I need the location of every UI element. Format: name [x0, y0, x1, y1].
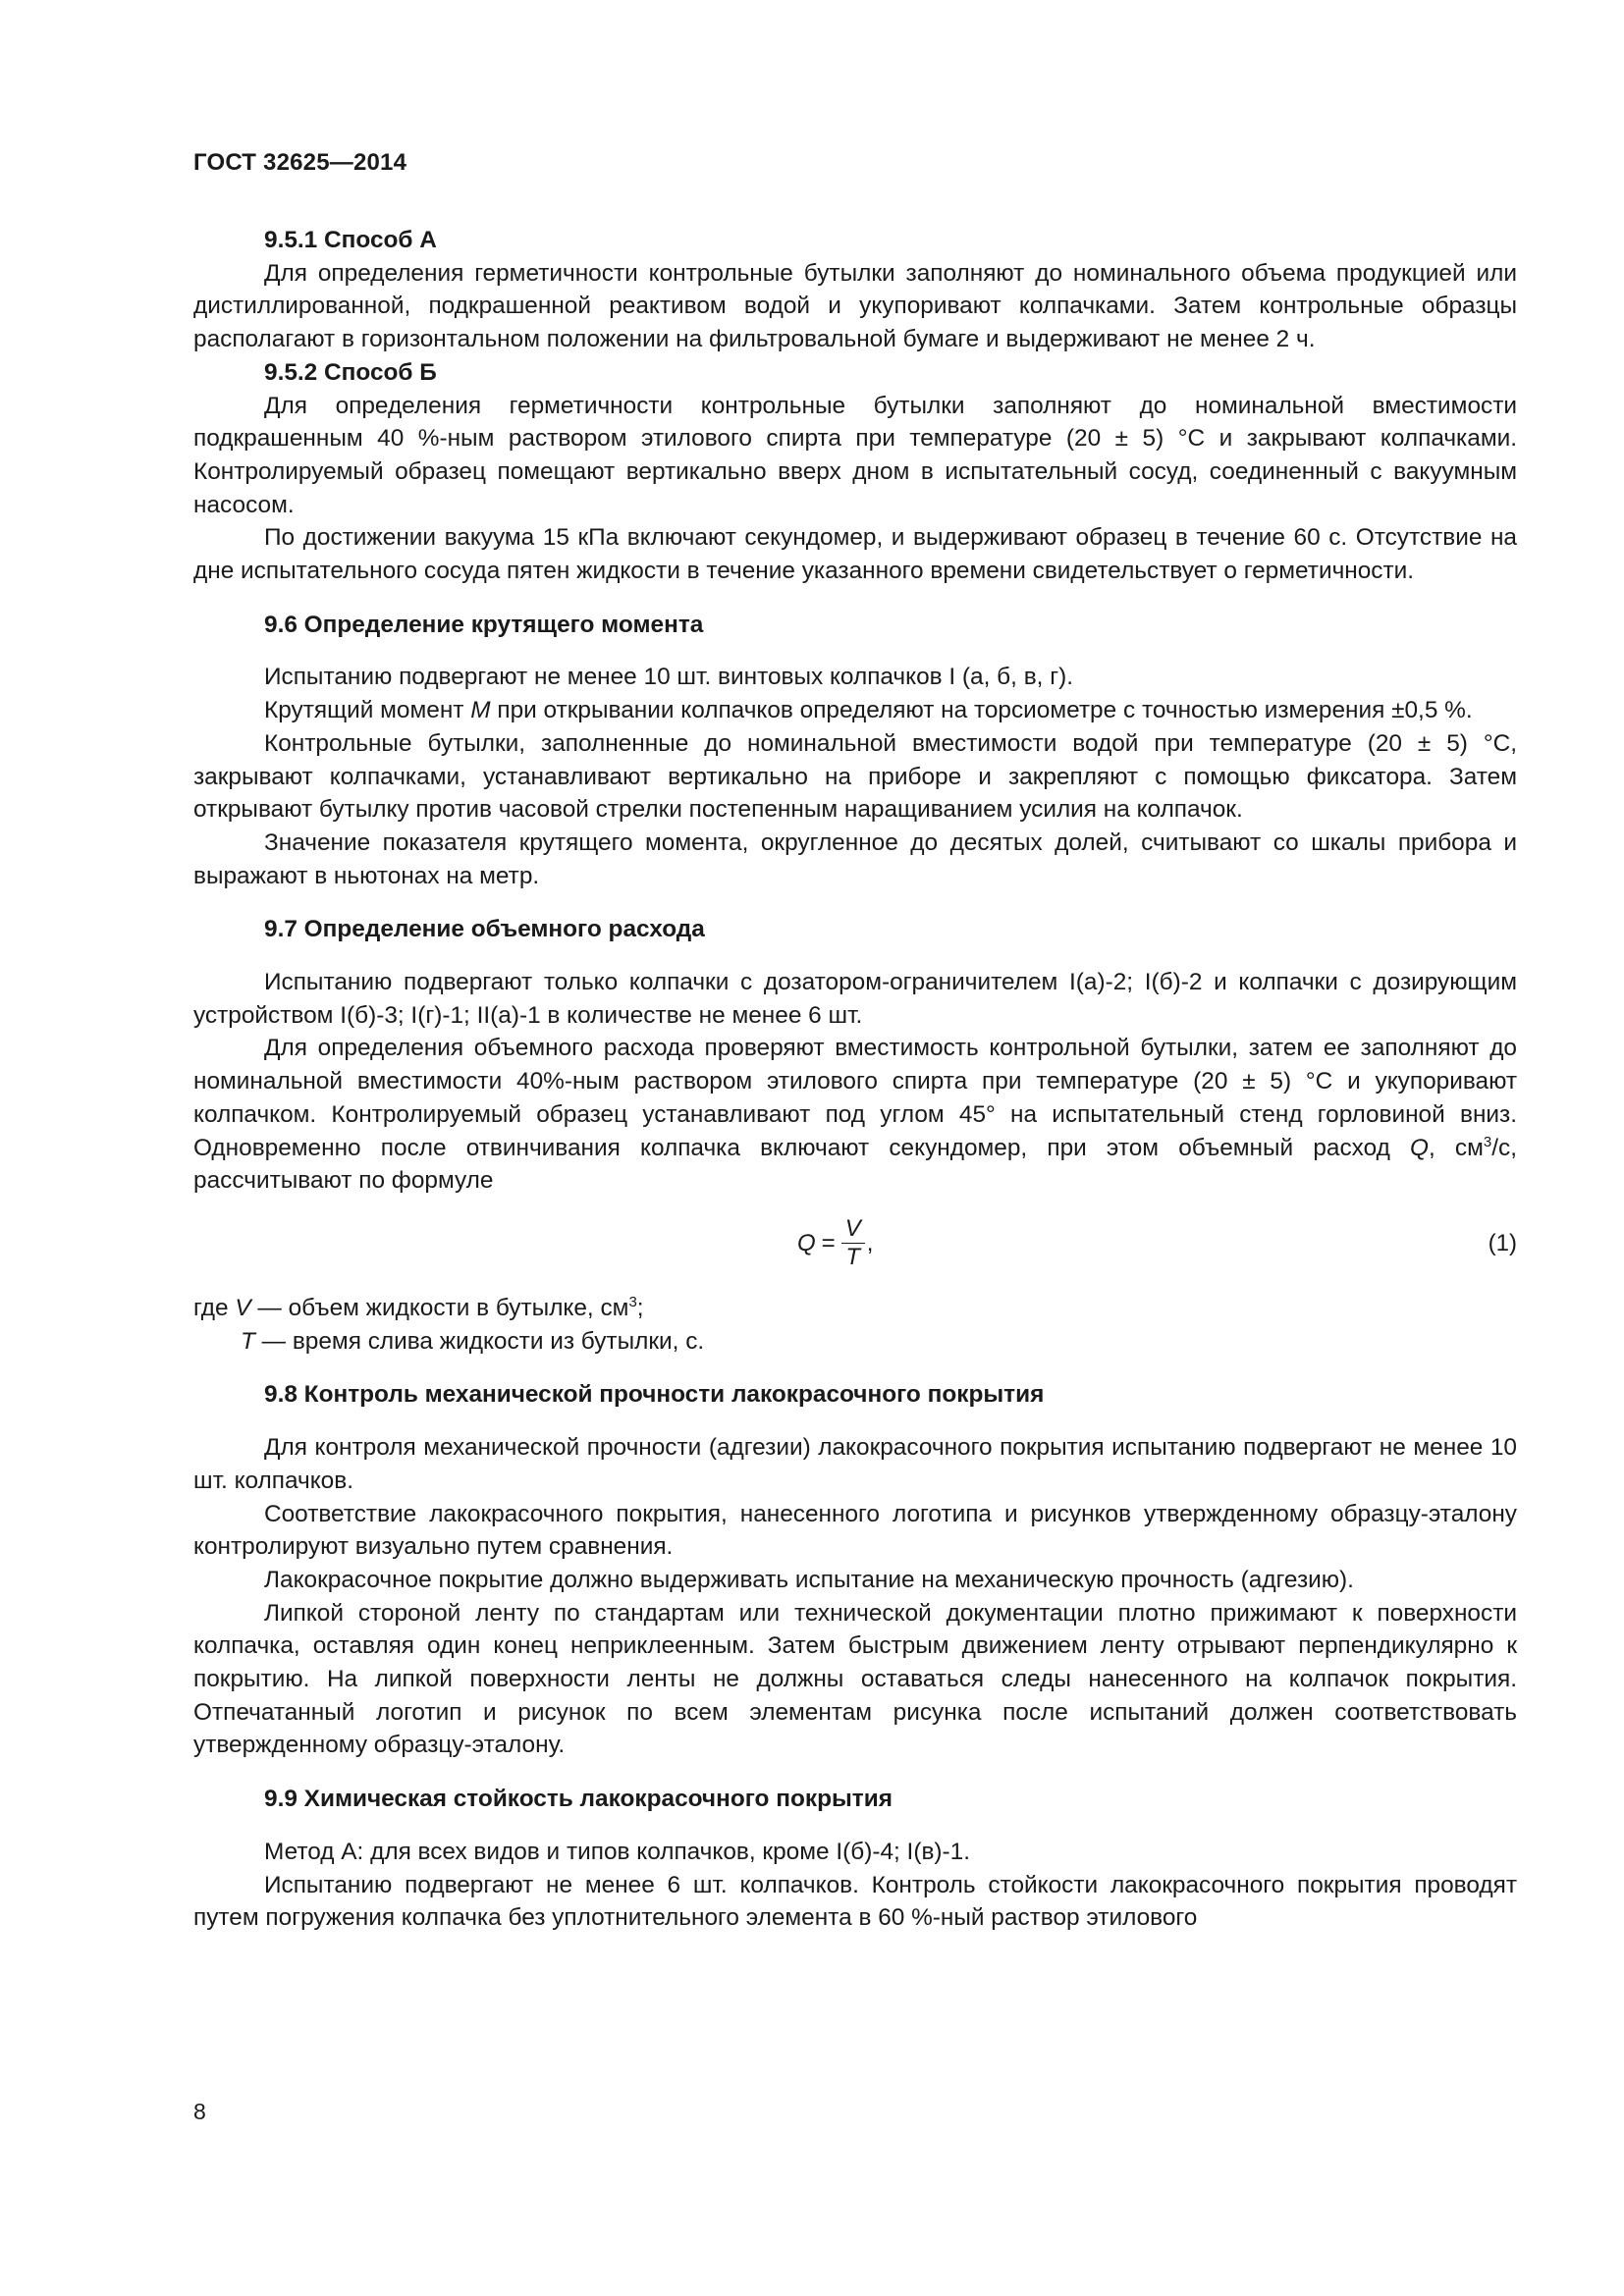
formula-where-v: где V — объем жидкости в бутылке, $см^3$; [193, 1293, 644, 1321]
section-9-5-1-title: 9.5.1 Способ А [264, 227, 437, 253]
section-9-7-title: 9.7 Определение объемного расхода [264, 916, 705, 943]
document-code-header: ГОСТ 32625—2014 [193, 149, 407, 176]
variable-q: Q [1410, 1134, 1429, 1161]
section-9-6-paragraph-3: Контрольные бутылки, заполненные до номинальной вместимости водой при температуре (20 ± 5) °С, закрывают колпачками, устанавливают вертикально на приборе и закрепляют с помощью фиксатора. Затем открывают бутылку против часовой стрелки постепенным наращиванием усилия на колпачок. [193, 729, 1517, 824]
formula-lhs: Q [797, 1229, 816, 1256]
section-9-9-paragraph-2: Испытанию подвергают не менее 6 шт. колпачков. Контроль стойкости лакокрасочного покрытия проводят путем погружения колпачка без уплотнительного элемента в 60 %-ный раствор этилового [193, 1871, 1517, 1932]
formula-comma: , [866, 1229, 874, 1256]
section-9-5-2-title: 9.5.2 Способ Б [264, 358, 437, 386]
page-number: 8 [193, 2099, 206, 2124]
formula-1 [193, 1205, 1517, 1292]
formula-equals: = [821, 1229, 836, 1256]
formula-number: (1) [1488, 1229, 1517, 1256]
section-9-8-paragraph-1: Для контроля механической прочности (адгезии) лакокрасочного покрытия испытанию подвергают не менее 10 шт. колпачков. [193, 1434, 1517, 1494]
section-9-9-paragraph-1: Метод А: для всех видов и типов колпачков, кроме I(б)-4; I(в)-1. [264, 1838, 970, 1865]
section-9-6-paragraph-4: Значение показателя крутящего момента, округленное до десятых долей, считывают со шкалы прибора и выражают в ньютонах на метр. [193, 828, 1517, 889]
section-9-6-title: 9.6 Определение крутящего момента [264, 611, 704, 638]
section-9-5-2-paragraph-2: По достижении вакуума 15 кПа включают секундомер, и выдерживают образец в течение 60 с. Отсутствие на дне испытательного сосуда пятен жидкости в течение указанного времени свидетельствует о герметичности. [193, 524, 1517, 585]
section-9-7-paragraph-1: Испытанию подвергают только колпачки с дозатором-ограничителем I(а)-2; I(б)-2 и колпачки с дозирующим устройством I(б)-3; I(г)-1; II(а)-1 в количестве не менее 6 шт. [193, 969, 1517, 1029]
formula-fraction [841, 1215, 865, 1271]
section-9-7-paragraph-2: Для определения объемного расхода проверяют вместимость контрольной бутылки, затем ее заполняют до номинальной вместимости 40%-ным раствором этилового спирта при температуре (20 ± 5) °С и укупоривают колпачком. Контролируемый образец устанавливают под углом 45° на испытательный стенд горловиной вниз. Одновременно после отвинчивания колпачка включают секундомер, при этом объемный расход Q, $см^3/с$, рассчитывают по формуле [193, 1035, 1517, 1195]
section-9-8-paragraph-2: Соответствие лакокрасочного покрытия, нанесенного логотипа и рисунков утвержденному образцу-эталону контролируют визуально путем сравнения. [193, 1500, 1517, 1561]
section-9-9-title: 9.9 Химическая стойкость лакокрасочного покрытия [264, 1786, 893, 1813]
formula-denominator: T [845, 1243, 861, 1270]
section-9-8-paragraph-3: Лакокрасочное покрытие должно выдерживать испытание на механическую прочность (адгезию). [264, 1566, 1354, 1593]
section-9-8-title: 9.8 Контроль механической прочности лакокрасочного покрытия [264, 1381, 1045, 1409]
formula-numerator: V [841, 1215, 865, 1244]
section-9-5-2-paragraph-1: Для определения герметичности контрольные бутылки заполняют до номинальной вместимости подкрашенным 40 %-ным раствором этилового спирта при температуре (20 ± 5) °С и закрывают колпачками. Контролируемый образец помещают вертикально вверх дном в испытательный сосуд, соединенный с вакуумным насосом. [193, 392, 1517, 518]
section-9-8-paragraph-4: Липкой стороной ленту по стандартам или технической документации плотно прижимают к поверхности колпачка, оставляя один конец неприклеенным. Затем быстрым движением ленту отрывают перпендикулярно к покрытию. На липкой поверхности ленты не должны оставаться следы нанесенного на колпачок покрытия. Отпечатанный логотип и рисунок по всем элементам рисунка после испытаний должен соответствовать утвержденному образцу-эталону. [193, 1599, 1517, 1759]
document-body [193, 224, 1517, 1935]
formula-where-t: Т — время слива жидкости из бутылки, с. [241, 1327, 705, 1355]
section-9-5-1-paragraph: Для определения герметичности контрольные бутылки заполняют до номинального объема продукцией или дистиллированной, подкрашенной реактивом водой и укупоривают колпачками. Затем контрольные образцы располагают в горизонтальном положении на фильтровальной бумаге и выдерживают не менее 2 ч. [193, 259, 1517, 353]
section-9-6-paragraph-2: Крутящий момент М при открывании колпачков определяют на торсиометре с точностью измерения ±0,5 %. [264, 697, 1473, 724]
section-9-6-paragraph-1: Испытанию подвергают не менее 10 шт. винтовых колпачков I (а, б, в, г). [264, 664, 1074, 691]
formula-expression [797, 1215, 873, 1271]
variable-m: М [470, 697, 491, 724]
